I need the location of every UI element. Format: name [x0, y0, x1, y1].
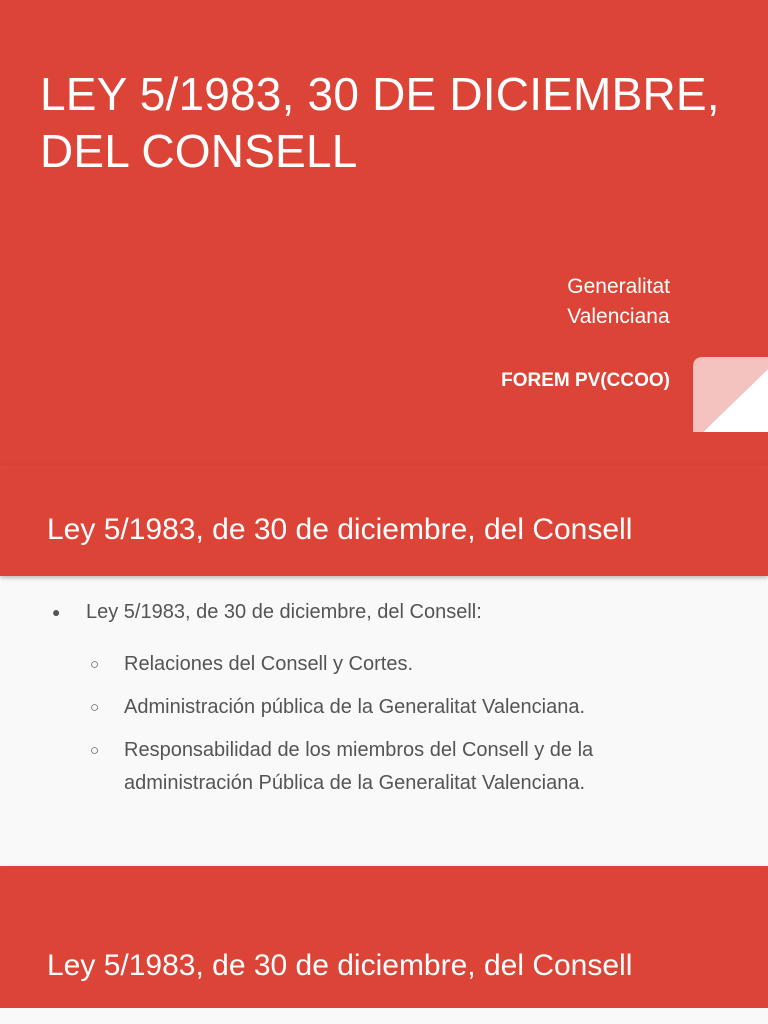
filled-bullet-icon: ● — [52, 604, 61, 620]
list-item — [0, 598, 768, 626]
slide-2-heading: Ley 5/1983, de 30 de diciembre, del Consell — [47, 513, 633, 546]
slide-3-heading: Ley 5/1983, de 30 de diciembre, del Consell — [47, 949, 633, 982]
page-fold-icon — [693, 357, 768, 432]
hollow-bullet-icon: ○ — [90, 699, 100, 716]
organization-label: FOREM PV(CCOO) — [501, 370, 670, 391]
title-slide — [0, 0, 768, 465]
list-item — [0, 691, 768, 724]
slide-2-body — [0, 576, 768, 866]
hollow-bullet-icon: ○ — [90, 742, 100, 759]
list-item — [0, 648, 768, 681]
sub-bullet-text: Responsabilidad de los miembros del Consell y de la administración Pública de la Generalitat Valenciana. — [124, 739, 594, 794]
slide-2-header — [0, 465, 768, 576]
hollow-bullet-icon: ○ — [90, 656, 100, 673]
presentation-subtitle — [567, 272, 670, 332]
bullet-list — [0, 598, 768, 810]
subtitle-line-2: Valenciana — [567, 305, 670, 328]
slide-3-header — [0, 866, 768, 1008]
sub-bullet-text: Relaciones del Consell y Cortes. — [124, 653, 414, 675]
sub-bullet-text: Administración pública de la Generalitat Valenciana. — [124, 696, 586, 718]
subtitle-line-1: Generalitat — [567, 275, 670, 298]
slide-3-body — [0, 1008, 768, 1024]
bullet-text: Ley 5/1983, de 30 de diciembre, del Consell: — [86, 601, 482, 623]
presentation-title: LEY 5/1983, 30 DE DICIEMBRE, DEL CONSELL — [40, 68, 720, 177]
list-item — [0, 734, 768, 800]
